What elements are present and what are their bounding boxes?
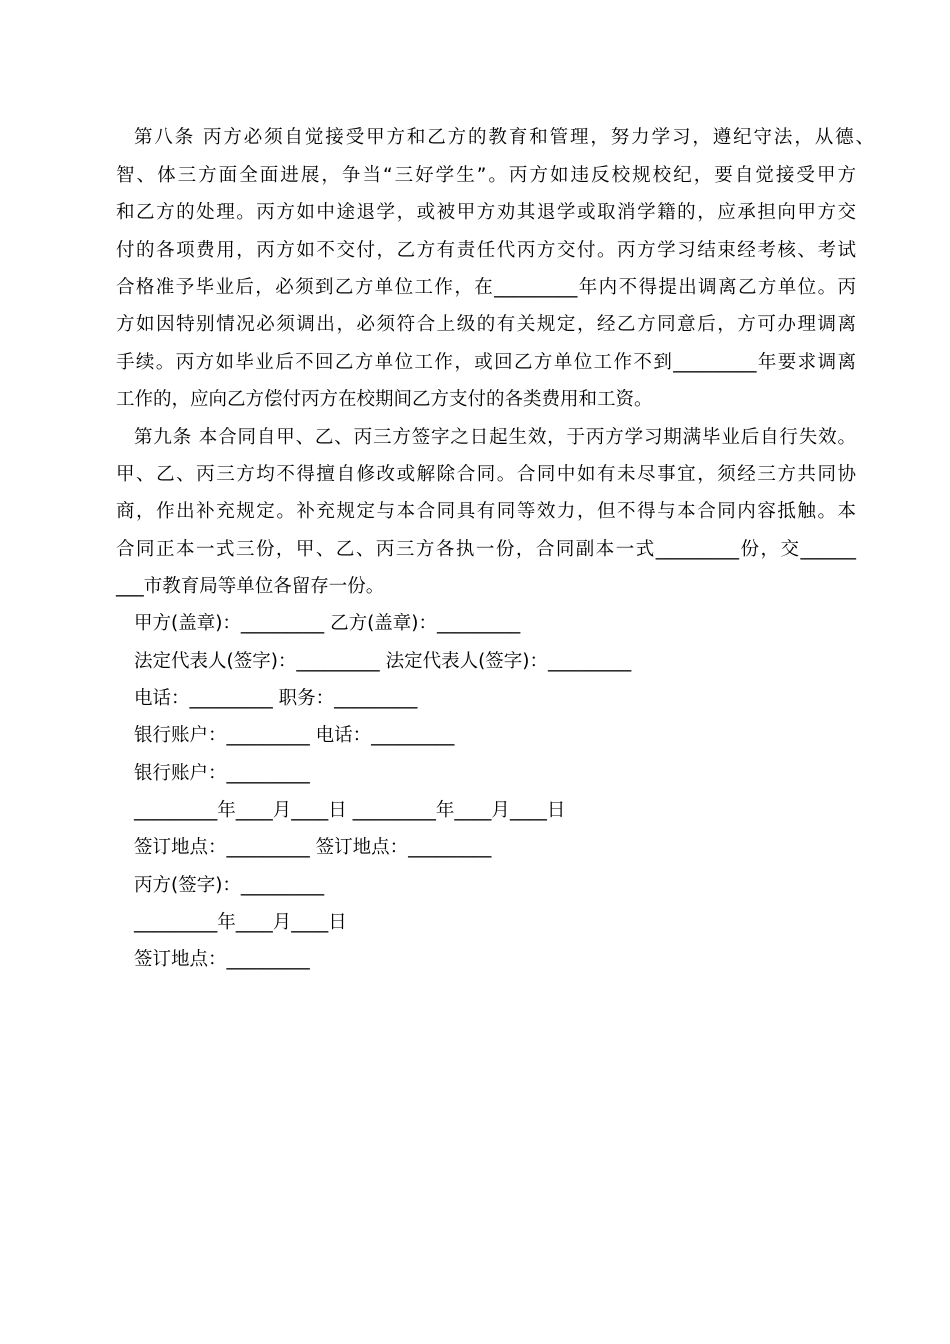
article-9-line: 商，作出补充规定。补充规定与本合同具有同等效力，但不得与本合同内容抵触。本 <box>116 501 856 522</box>
article-8-line: 合格准予毕业后，必须到乙方单位工作，在_________年内不得提出调离乙方单位。丙 <box>116 277 856 298</box>
signature-line: 签订地点：_________ <box>134 949 310 970</box>
signature-line: _________年____月____日 _________年____月____日 <box>134 800 566 821</box>
article-9-line: 第九条 本合同自甲、乙、丙三方签字之日起生效，于丙方学习期满毕业后自行失效。 <box>134 427 856 448</box>
signature-line: 丙方(签字)：_________ <box>134 875 325 896</box>
article-9-line: 合同正本一式三份，甲、乙、丙三方各执一份，合同副本一式_________份，交______ <box>116 539 856 560</box>
signature-line: _________年____月____日 <box>134 912 347 933</box>
signature-line: 甲方(盖章)：_________ 乙方(盖章)：_________ <box>134 613 521 634</box>
signature-line: 银行账户：_________ <box>134 763 310 784</box>
article-8-line: 智、体三方面全面进展，争当“三好学生”。丙方如违反校规校纪，要自觉接受甲方 <box>116 165 856 186</box>
article-9-line: 甲、乙、丙三方均不得擅自修改或解除合同。合同中如有未尽事宜，须经三方共同协 <box>116 464 856 485</box>
article-8-line: 方如因特别情况必须调出，必须符合上级的有关规定，经乙方同意后，方可办理调离 <box>116 314 856 335</box>
article-9-line: ___市教育局等单位各留存一份。 <box>116 576 385 597</box>
signature-line: 电话：_________ 职务：_________ <box>134 688 418 709</box>
signature-line: 法定代表人(签字)：_________ 法定代表人(签字)：_________ <box>134 651 632 672</box>
signature-line: 签订地点：_________ 签订地点：_________ <box>134 837 492 858</box>
article-8-line: 第八条 丙方必须自觉接受甲方和乙方的教育和管理，努力学习，遵纪守法，从德、 <box>134 127 874 148</box>
article-8-line: 手续。丙方如毕业后不回乙方单位工作，或回乙方单位工作不到_________年要求调离 <box>116 352 856 373</box>
article-8-line: 和乙方的处理。丙方如中途退学，或被甲方劝其退学或取消学籍的，应承担向甲方交 <box>116 202 856 223</box>
article-8-line: 工作的，应向乙方偿付丙方在校期间乙方支付的各类费用和工资。 <box>116 389 653 410</box>
article-8-line: 付的各项费用，丙方如不交付，乙方有责任代丙方交付。丙方学习结束经考核、考试 <box>116 240 856 261</box>
signature-line: 银行账户：_________ 电话：_________ <box>134 725 455 746</box>
